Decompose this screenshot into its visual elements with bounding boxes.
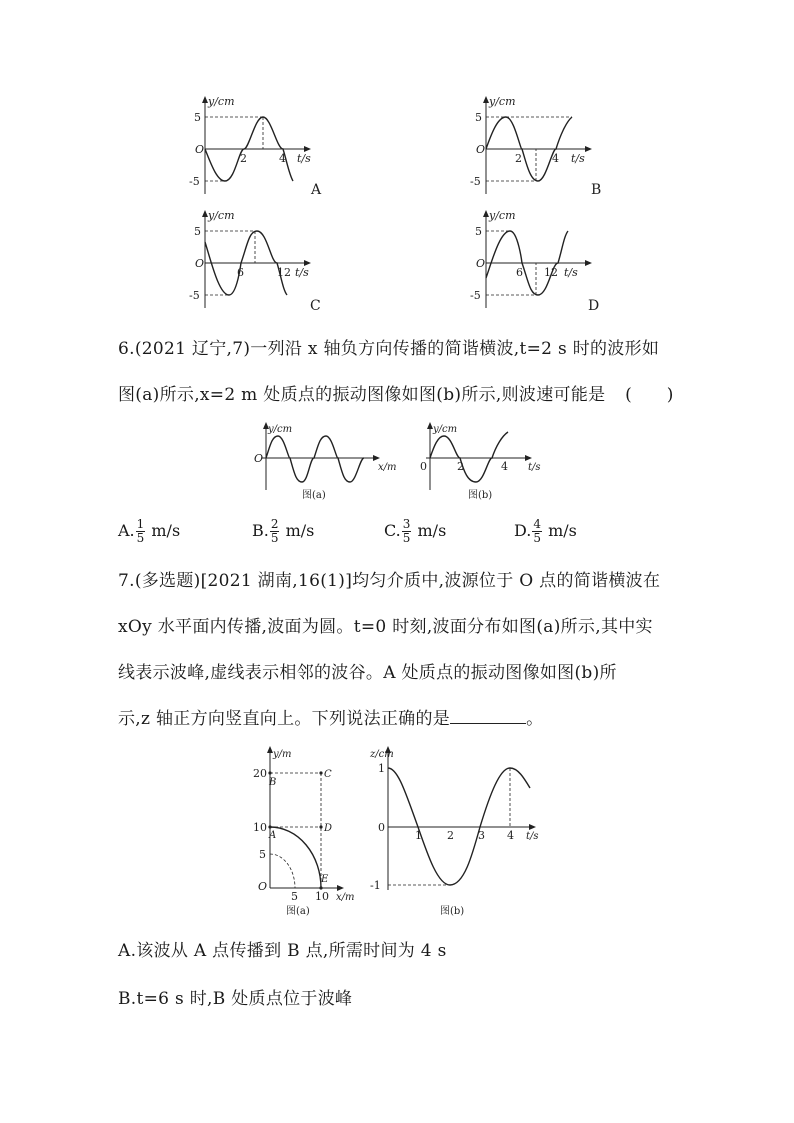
xtick-6: 6	[237, 266, 244, 279]
option-letter: C	[310, 298, 321, 314]
origin: O	[258, 880, 268, 893]
xlabel: t/s	[564, 266, 578, 279]
ytick-5: 5	[475, 111, 482, 124]
q7-fig-a	[250, 744, 370, 916]
ytick-20: 20	[253, 767, 267, 780]
caption: 图(a)	[302, 490, 326, 501]
xtick-4: 4	[507, 829, 514, 842]
xtick-2: 2	[240, 152, 247, 165]
ytick-neg5: -5	[470, 289, 481, 302]
point-b-label: B	[269, 777, 277, 788]
q7-fig-b	[368, 744, 548, 916]
ytick-neg5: -5	[189, 289, 200, 302]
xtick-12: 12	[544, 266, 558, 279]
numerator: 4	[533, 517, 541, 531]
q7-line4	[118, 704, 543, 729]
unit: m/s	[417, 521, 447, 540]
option-letter: B.	[252, 521, 269, 540]
option-letter: D	[588, 298, 600, 314]
ylabel: y/cm	[489, 95, 516, 108]
q5-fig-b	[466, 92, 616, 202]
xtick-2: 2	[515, 152, 522, 165]
q7-line4-end: 。	[526, 709, 544, 729]
ytick-1: 1	[378, 762, 385, 775]
ytick-neg5: -5	[189, 175, 200, 188]
xtick-2: 2	[457, 460, 464, 473]
answer-blank[interactable]	[450, 709, 526, 724]
xtick-4: 4	[501, 460, 508, 473]
q5-fig-c	[185, 206, 335, 316]
unit: m/s	[548, 521, 577, 540]
q6-option-a[interactable]	[118, 518, 180, 545]
ytick-5: 5	[194, 111, 201, 124]
ytick-5: 5	[475, 225, 482, 238]
xtick-10: 10	[315, 890, 329, 903]
q6-line2	[118, 380, 674, 405]
option-letter: A	[311, 182, 322, 198]
fraction	[136, 518, 146, 545]
point-e-label: E	[321, 874, 329, 885]
ytick-5: 5	[194, 225, 201, 238]
ylabel: y/cm	[433, 424, 458, 435]
xtick-2: 2	[447, 829, 454, 842]
xtick-1: 1	[415, 829, 422, 842]
xtick-4: 4	[279, 152, 286, 165]
fraction	[270, 518, 280, 545]
option-letter: C.	[384, 521, 401, 540]
xtick-6: 6	[516, 266, 523, 279]
ylabel: z/cm	[370, 749, 394, 760]
xlabel: t/s	[571, 152, 585, 165]
q6-option-b[interactable]	[252, 518, 314, 545]
q6-fig-b	[416, 420, 556, 506]
fraction	[402, 518, 412, 545]
unit: m/s	[151, 521, 181, 540]
numerator: 2	[270, 517, 279, 531]
q7-option-a[interactable]: A.该波从 A 点传播到 B 点,所需时间为 4 s	[118, 941, 447, 961]
denominator: 5	[533, 531, 541, 545]
origin: O	[476, 257, 486, 270]
caption: 图(a)	[286, 906, 310, 917]
q6-option-c[interactable]	[384, 518, 446, 545]
ytick-neg5: -5	[470, 175, 481, 188]
fraction	[532, 518, 542, 545]
origin: O	[476, 143, 486, 156]
option-letter: A.	[118, 521, 135, 540]
denominator: 5	[270, 531, 279, 545]
xtick-4: 4	[552, 152, 559, 165]
xtick-3: 3	[478, 829, 485, 842]
origin: O	[254, 452, 264, 465]
origin: 0	[420, 460, 427, 473]
origin: 0	[378, 821, 385, 834]
numerator: 1	[136, 517, 145, 531]
q7-line4-text: 示,z 轴正方向竖直向上。下列说法正确的是	[118, 709, 451, 729]
xlabel: t/s	[295, 266, 309, 279]
xlabel: t/s	[297, 152, 311, 165]
point-c-label: C	[324, 769, 332, 780]
ytick-neg1: -1	[370, 879, 381, 892]
q7-line1: 7.(多选题)[2021 湖南,16(1)]均匀介质中,波源位于 O 点的简谐横波在	[118, 571, 661, 591]
q6-option-d[interactable]	[514, 518, 577, 545]
ylabel: y/cm	[208, 95, 235, 108]
caption: 图(b)	[440, 906, 465, 917]
origin: O	[195, 143, 205, 156]
xtick-12: 12	[277, 266, 291, 279]
xtick-5: 5	[291, 890, 298, 903]
option-letter: B	[591, 182, 602, 198]
q6-line1: 6.(2021 辽宁,7)一列沿 x 轴负方向传播的简谐横波,t=2 s 时的波形如	[118, 339, 660, 359]
xlabel: x/m	[378, 462, 397, 473]
denominator: 5	[402, 531, 411, 545]
q5-fig-d	[466, 206, 616, 316]
ylabel: y/m	[273, 749, 292, 760]
ylabel: y/cm	[268, 424, 293, 435]
ylabel: y/cm	[489, 209, 516, 222]
origin: O	[195, 257, 205, 270]
q6-fig-a	[248, 420, 408, 506]
answer-paren: ( )	[625, 385, 674, 405]
unit: m/s	[285, 521, 315, 540]
q7-line2: xOy 水平面内传播,波面为圆。t=0 时刻,波面分布如图(a)所示,其中实	[118, 617, 653, 637]
ytick-10: 10	[253, 821, 267, 834]
ytick-5: 5	[259, 848, 266, 861]
point-a-label: A	[269, 830, 277, 841]
xlabel: x/m	[336, 892, 355, 903]
q5-fig-a	[185, 92, 335, 202]
xlabel: t/s	[528, 462, 541, 473]
caption: 图(b)	[468, 490, 493, 501]
q6-line2-text: 图(a)所示,x=2 m 处质点的振动图像如图(b)所示,则波速可能是	[118, 385, 606, 405]
q7-option-b[interactable]: B.t=6 s 时,B 处质点位于波峰	[118, 989, 353, 1009]
numerator: 3	[402, 517, 411, 531]
ylabel: y/cm	[208, 209, 235, 222]
q7-line3: 线表示波峰,虚线表示相邻的波谷。A 处质点的振动图像如图(b)所	[118, 663, 617, 683]
xlabel: t/s	[526, 831, 539, 842]
denominator: 5	[136, 531, 145, 545]
option-letter: D.	[514, 521, 532, 540]
point-d-label: D	[324, 823, 333, 834]
